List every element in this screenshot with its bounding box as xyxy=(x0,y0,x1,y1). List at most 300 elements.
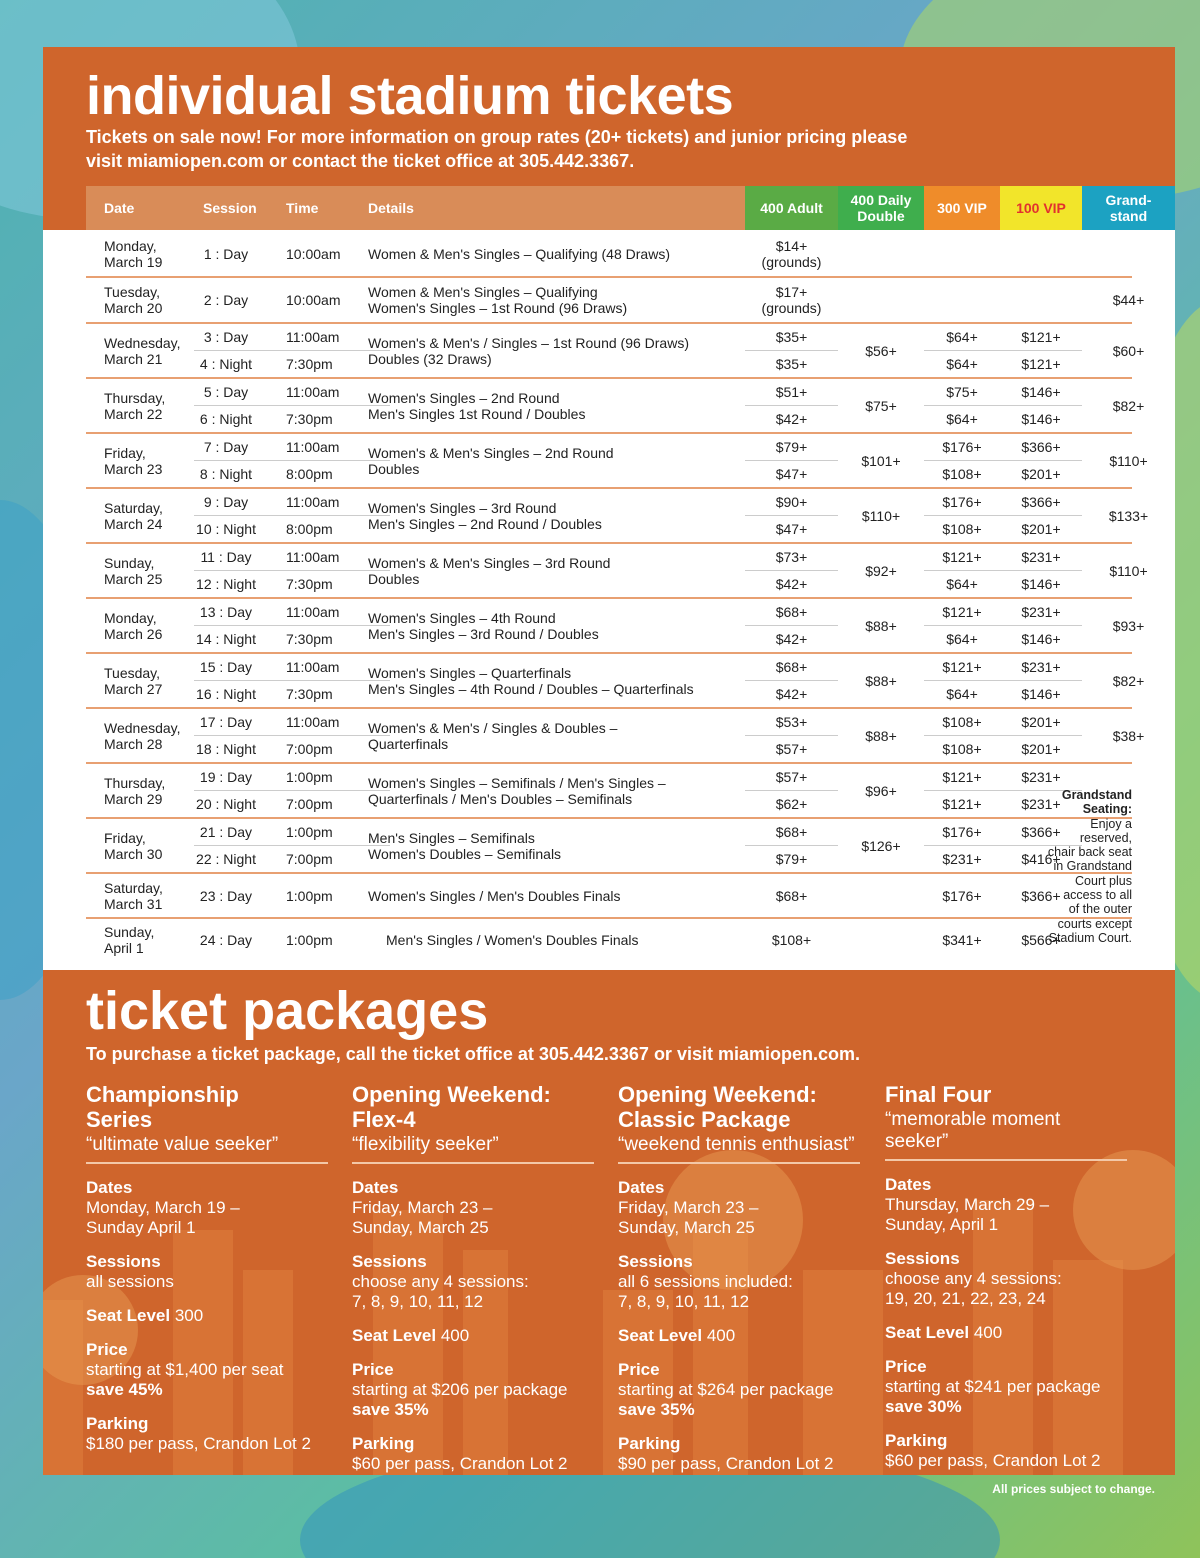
savings-value: save 35% xyxy=(352,1400,429,1419)
row-divider xyxy=(745,405,838,406)
table-row xyxy=(86,278,1145,324)
price-value: starting at $206 per package xyxy=(352,1380,568,1399)
dates-value: Thursday, March 29 – xyxy=(885,1195,1050,1214)
session: 15 : Day xyxy=(199,659,253,675)
price-100-vip: $201+ xyxy=(1021,521,1061,537)
price-400-adult: $79+ xyxy=(775,439,808,455)
price-100-vip: $201+ xyxy=(1021,714,1061,730)
table-row xyxy=(86,764,1132,819)
table-row xyxy=(86,654,1145,709)
price-400-adult: $35+ xyxy=(775,329,808,345)
row-divider xyxy=(194,790,390,791)
time: 1:00pm xyxy=(286,887,333,904)
row-divider xyxy=(194,680,390,681)
session: 13 : Day xyxy=(199,604,253,620)
row-divider xyxy=(194,625,390,626)
session: 19 : Day xyxy=(199,769,253,785)
session: 23 : Day xyxy=(199,887,253,904)
dates-value: Friday, March 23 – xyxy=(618,1198,759,1217)
details-line2: Quarterfinals xyxy=(368,735,449,752)
price-400-adult: $68+ xyxy=(775,887,808,904)
table-row xyxy=(86,544,1148,599)
price-400-daily-double: $88+ xyxy=(865,727,897,744)
sessions-label: Sessions xyxy=(618,1252,693,1271)
header-section xyxy=(43,47,1175,184)
session: 21 : Day xyxy=(199,824,253,840)
col-400-adult: 400 Adult xyxy=(745,186,838,230)
time: 1:00pm xyxy=(286,824,333,840)
details-line2: Men's Singles – 4th Round / Doubles – Quarterfinals xyxy=(368,680,694,697)
price-grandstand: $82+ xyxy=(1112,397,1145,414)
price-400-adult: $42+ xyxy=(775,686,808,702)
price-400-daily-double: $56+ xyxy=(865,342,897,359)
col-400-daily-double: 400 Daily Double xyxy=(838,186,924,230)
sessions-value: choose any 4 sessions: xyxy=(352,1272,529,1291)
session: 24 : Day xyxy=(199,932,253,948)
col-date: Date xyxy=(104,200,135,216)
price-grandstand: $38+ xyxy=(1112,727,1145,744)
dates-label: Dates xyxy=(885,1175,932,1194)
grandstand-note-line: Court plus xyxy=(1075,873,1132,888)
time: 7:00pm xyxy=(286,851,333,867)
session: 5 : Day xyxy=(203,384,249,400)
details: Women & Men's Singles – Qualifying (48 Draws) xyxy=(368,246,670,262)
package-card xyxy=(86,1082,328,1454)
page-title: individual stadium tickets xyxy=(86,66,734,126)
price-400-daily-double: $88+ xyxy=(865,617,897,634)
price-400-adult: $57+ xyxy=(775,741,808,757)
price-300-vip: $121+ xyxy=(942,796,982,812)
price-100-vip: $146+ xyxy=(1021,686,1061,702)
price-label: Price xyxy=(618,1360,660,1379)
time: 11:00am xyxy=(286,714,340,730)
details-line2: Men's Singles – 3rd Round / Doubles xyxy=(368,625,599,642)
date-line2: March 27 xyxy=(104,680,163,697)
sessions-value: all sessions xyxy=(86,1272,174,1291)
seat-level: Seat Level 400 xyxy=(352,1326,470,1345)
parking-value: $180 per pass, Crandon Lot 2 xyxy=(86,1434,311,1453)
details-line2: Doubles (32 Draws) xyxy=(368,350,492,367)
time: 7:30pm xyxy=(286,576,333,592)
price-grandstand: $93+ xyxy=(1112,617,1145,634)
row-divider xyxy=(194,350,390,351)
price-300-vip: $231+ xyxy=(942,851,982,867)
price-400-adult: $108+ xyxy=(771,932,812,948)
session: 1 : Day xyxy=(203,246,249,262)
price-100-vip: $146+ xyxy=(1021,631,1061,647)
col-session: Session xyxy=(203,200,257,216)
dates-value: Sunday April 1 xyxy=(86,1218,196,1237)
session: 12 : Night xyxy=(196,576,256,592)
price-400-adult: $42+ xyxy=(775,631,808,647)
grandstand-note-line: in Grandstand xyxy=(1053,859,1132,874)
package-card xyxy=(885,1082,1127,1471)
price-100-vip: $121+ xyxy=(1021,329,1061,345)
price-300-vip: $75+ xyxy=(946,384,978,400)
row-divider xyxy=(194,515,390,516)
price-400-daily-double: $101+ xyxy=(861,452,901,469)
row-divider xyxy=(924,680,1082,681)
packages-section xyxy=(43,970,1175,1475)
time: 7:00pm xyxy=(286,796,333,812)
sessions-value: all 6 sessions included: xyxy=(618,1272,793,1291)
savings-value: save 30% xyxy=(885,1397,962,1416)
price-400-adult: $47+ xyxy=(775,466,808,482)
savings-value: save 35% xyxy=(618,1400,695,1419)
parking-label: Parking xyxy=(618,1434,681,1453)
price-400-adult: $42+ xyxy=(775,411,808,427)
package-card xyxy=(352,1082,594,1474)
session: 2 : Day xyxy=(203,292,249,308)
row-divider xyxy=(745,625,838,626)
session: 9 : Day xyxy=(203,494,249,510)
parking-value: $60 per pass, Crandon Lot 2 xyxy=(352,1454,568,1473)
session: 22 : Night xyxy=(196,851,256,867)
time: 7:30pm xyxy=(286,411,333,427)
details-line1: Women's & Men's Singles – 2nd Round xyxy=(368,444,614,461)
time: 10:00am xyxy=(286,292,341,308)
price-300-vip: $108+ xyxy=(942,741,982,757)
table-row xyxy=(86,709,1145,764)
price-label: Price xyxy=(86,1340,128,1359)
session: 3 : Day xyxy=(203,329,249,345)
table-row xyxy=(86,916,1132,961)
grandstand-note-line: Stadium Court. xyxy=(1048,930,1132,945)
packages-subtitle: To purchase a ticket package, call the ticket office at 305.442.3367 or visit miamiopen.com. xyxy=(86,1044,860,1064)
price-100-vip: $201+ xyxy=(1021,741,1061,757)
time: 8:00pm xyxy=(286,466,333,482)
price-400-adult: $53+ xyxy=(775,714,808,730)
details-line1: Women's & Men's / Singles & Doubles – xyxy=(368,719,618,736)
row-divider xyxy=(924,570,1082,571)
price-400-adult: $90+ xyxy=(775,494,808,510)
row-divider xyxy=(194,845,390,846)
row-divider xyxy=(924,735,1082,736)
price-300-vip: $64+ xyxy=(946,329,978,345)
dates-label: Dates xyxy=(618,1178,665,1197)
price-value: starting at $264 per package xyxy=(618,1380,834,1399)
parking-label: Parking xyxy=(885,1431,948,1450)
price-300-vip: $121+ xyxy=(942,769,982,785)
price-100-vip: $566+ xyxy=(1021,932,1061,948)
details-line1: Women's & Men's Singles – 3rd Round xyxy=(368,554,611,571)
price-400-adult: $79+ xyxy=(775,851,808,867)
grandstand-note: Grandstand Seating: Enjoy a reserved, chair back seat in Grandstand Court plus access to all of the outer courts except Stadium Court. xyxy=(1033,788,1132,945)
grandstand-note-line: courts except xyxy=(1057,916,1132,931)
price-400-adult: $57+ xyxy=(775,769,808,785)
col-time: Time xyxy=(286,200,319,216)
price-100-vip: $201+ xyxy=(1021,466,1061,482)
price-100-vip: $366+ xyxy=(1021,494,1061,510)
dates-value: Friday, March 23 – xyxy=(352,1198,493,1217)
time: 7:30pm xyxy=(286,631,333,647)
row-divider xyxy=(194,460,390,461)
price-400-adult: $68+ xyxy=(775,604,808,620)
col-details: Details xyxy=(368,200,414,216)
price-300-vip: $108+ xyxy=(942,466,982,482)
parking-value: $60 per pass, Crandon Lot 2 xyxy=(885,1451,1101,1470)
price-300-vip: $121+ xyxy=(942,604,982,620)
details-line1: Women's Singles – 3rd Round xyxy=(368,499,557,516)
price-100-vip: $231+ xyxy=(1021,549,1061,565)
time: 1:00pm xyxy=(286,769,333,785)
date-line2: March 21 xyxy=(104,350,163,367)
date-line2: March 19 xyxy=(104,254,163,270)
price-100-vip: $366+ xyxy=(1021,439,1061,455)
details-line2: Doubles xyxy=(368,570,420,587)
price-300-vip: $176+ xyxy=(942,439,982,455)
time: 7:30pm xyxy=(286,356,333,372)
table-row xyxy=(86,434,1148,489)
price-100-vip: $231+ xyxy=(1021,769,1061,785)
grandstand-note-line: access to all xyxy=(1063,888,1132,903)
grandstand-note-line: chair back seat xyxy=(1047,845,1132,860)
time: 11:00am xyxy=(286,329,340,345)
session: 4 : Night xyxy=(199,356,253,372)
session: 10 : Night xyxy=(196,521,256,537)
price-400-adult: (grounds) xyxy=(761,254,822,270)
table-header xyxy=(86,186,1152,230)
time: 7:30pm xyxy=(286,686,333,702)
price-300-vip: $121+ xyxy=(942,549,982,565)
details-line1: Women's Singles – 2nd Round xyxy=(368,389,560,406)
grandstand-note-line: reserved, xyxy=(1079,830,1132,845)
session: 16 : Night xyxy=(196,686,256,702)
price-400-adult: $47+ xyxy=(775,521,808,537)
packages-title: ticket packages xyxy=(86,981,489,1041)
price-300-vip: $64+ xyxy=(946,356,978,372)
table-row xyxy=(86,324,1145,379)
package-tagline: “memorable moment seeker” xyxy=(885,1109,1127,1161)
price-400-daily-double: $110+ xyxy=(861,507,901,524)
row-divider xyxy=(745,570,838,571)
date-line1: Sunday, xyxy=(104,554,155,571)
price-400-adult: $68+ xyxy=(775,659,808,675)
row-divider xyxy=(194,405,390,406)
table-row xyxy=(86,379,1145,434)
date-line2: March 26 xyxy=(104,625,163,642)
details-line1: Women & Men's Singles – Qualifying xyxy=(368,284,598,300)
time: 11:00am xyxy=(286,549,340,565)
time: 7:00pm xyxy=(286,741,333,757)
details-line2: Women's Doubles – Semifinals xyxy=(368,845,562,862)
session: 18 : Night xyxy=(196,741,256,757)
price-grandstand: $44+ xyxy=(1112,292,1145,308)
price-400-daily-double: $75+ xyxy=(865,397,897,414)
price-400-adult: $73+ xyxy=(775,549,808,565)
parking-label: Parking xyxy=(86,1414,149,1433)
price-grandstand: $110+ xyxy=(1109,452,1148,469)
dates-value: Monday, March 19 – xyxy=(86,1198,240,1217)
details-line1: Women's Singles – Semifinals / Men's Singles – xyxy=(368,774,666,791)
session: 7 : Day xyxy=(203,439,249,455)
sessions-label: Sessions xyxy=(86,1252,161,1271)
row-divider xyxy=(745,680,838,681)
price-300-vip: $64+ xyxy=(946,686,978,702)
price-grandstand: $110+ xyxy=(1109,562,1148,579)
date-line2: March 24 xyxy=(104,515,163,532)
row-divider xyxy=(924,515,1082,516)
package-tagline: “ultimate value seeker” xyxy=(86,1134,328,1164)
col-100-vip: 100 VIP xyxy=(1000,186,1082,230)
date-line1: Friday, xyxy=(104,829,146,846)
session: 17 : Day xyxy=(199,714,253,730)
price-100-vip: $231+ xyxy=(1021,604,1061,620)
date-line1: Thursday, xyxy=(104,389,166,406)
price-300-vip: $341+ xyxy=(942,932,982,948)
row-divider xyxy=(745,735,838,736)
date-line2: April 1 xyxy=(104,940,144,956)
price-400-daily-double: $92+ xyxy=(865,562,897,579)
price-100-vip: $146+ xyxy=(1021,411,1061,427)
details: Women's Singles / Men's Doubles Finals xyxy=(368,887,621,904)
row-divider xyxy=(924,405,1082,406)
sessions-label: Sessions xyxy=(885,1249,960,1268)
dates-label: Dates xyxy=(352,1178,399,1197)
row-divider xyxy=(924,350,1082,351)
time: 11:00am xyxy=(286,494,340,510)
price-label: Price xyxy=(352,1360,394,1379)
table-row xyxy=(86,232,1132,278)
price-300-vip: $64+ xyxy=(946,576,978,592)
date-line2: March 20 xyxy=(104,300,163,316)
price-300-vip: $64+ xyxy=(946,411,978,427)
time: 11:00am xyxy=(286,439,340,455)
date-line1: Monday, xyxy=(104,609,157,626)
parking-value: $90 per pass, Crandon Lot 2 xyxy=(618,1454,834,1473)
price-300-vip: $176+ xyxy=(942,824,982,840)
row-divider xyxy=(745,350,838,351)
price-400-daily-double: $88+ xyxy=(865,672,897,689)
price-label: Price xyxy=(885,1357,927,1376)
date-line2: March 25 xyxy=(104,570,163,587)
grandstand-note-line: Enjoy a xyxy=(1090,816,1132,831)
date-line1: Thursday, xyxy=(104,774,166,791)
row-divider xyxy=(745,790,838,791)
session: 20 : Night xyxy=(196,796,256,812)
sessions-value: choose any 4 sessions: xyxy=(885,1269,1062,1288)
details-line1: Women's Singles – Quarterfinals xyxy=(368,664,572,681)
date-line1: Wednesday, xyxy=(104,334,181,351)
price-300-vip: $176+ xyxy=(942,887,982,904)
price-400-adult: $14+ xyxy=(775,238,808,254)
price-100-vip: $146+ xyxy=(1021,384,1061,400)
dates-value: Sunday, March 25 xyxy=(618,1218,755,1237)
package-name: Final Four xyxy=(885,1082,992,1107)
row-divider xyxy=(924,625,1082,626)
sessions-value: 7, 8, 9, 10, 11, 12 xyxy=(352,1292,484,1311)
date-line2: March 29 xyxy=(104,790,163,807)
details-line1: Women's Singles – 4th Round xyxy=(368,609,556,626)
time: 1:00pm xyxy=(286,932,333,948)
package-name: Opening Weekend: Flex-4 xyxy=(352,1082,551,1132)
date-line1: Saturday, xyxy=(104,499,163,516)
seat-level: Seat Level 300 xyxy=(86,1306,204,1325)
col-grandstand: Grand- stand xyxy=(1082,186,1175,230)
details-line2: Quarterfinals / Men's Doubles – Semifinals xyxy=(368,790,633,807)
time: 11:00am xyxy=(286,659,340,675)
price-300-vip: $108+ xyxy=(942,521,982,537)
details-line1: Women's & Men's / Singles – 1st Round (96 Draws) xyxy=(368,334,689,351)
session: 8 : Night xyxy=(199,466,253,482)
date-line2: March 30 xyxy=(104,845,163,862)
row-divider xyxy=(194,735,390,736)
price-400-adult: $62+ xyxy=(775,796,808,812)
session: 11 : Day xyxy=(200,549,252,565)
details-line2: Women's Singles – 1st Round (96 Draws) xyxy=(368,300,628,316)
sessions-value: 19, 20, 21, 22, 23, 24 xyxy=(885,1289,1046,1308)
date-line1: Tuesday, xyxy=(104,664,161,681)
price-400-daily-double: $126+ xyxy=(861,837,901,854)
price-400-adult: (grounds) xyxy=(761,300,822,316)
price-100-vip: $366+ xyxy=(1021,824,1061,840)
table-row xyxy=(86,489,1149,544)
prices-footnote: All prices subject to change. xyxy=(992,1482,1155,1496)
row-divider xyxy=(194,570,390,571)
dates-value: Sunday, March 25 xyxy=(352,1218,489,1237)
date-line1: Friday, xyxy=(104,444,146,461)
price-300-vip: $121+ xyxy=(942,659,982,675)
details-line2: Men's Singles – 2nd Round / Doubles xyxy=(368,515,602,532)
time: 11:00am xyxy=(286,604,340,620)
details: Men's Singles / Women's Doubles Finals xyxy=(386,932,639,948)
package-name: Championship Series xyxy=(86,1082,239,1132)
price-100-vip: $146+ xyxy=(1021,576,1061,592)
seat-level: Seat Level 400 xyxy=(618,1326,736,1345)
grandstand-note-line: of the outer xyxy=(1068,902,1132,917)
date-line2: March 23 xyxy=(104,460,163,477)
price-400-daily-double: $96+ xyxy=(865,782,897,799)
price-400-adult: $42+ xyxy=(775,576,808,592)
price-300-vip: $176+ xyxy=(942,494,982,510)
package-tagline: “flexibility seeker” xyxy=(352,1134,594,1164)
price-400-adult: $68+ xyxy=(775,824,808,840)
time: 8:00pm xyxy=(286,521,333,537)
package-name: Opening Weekend: Classic Package xyxy=(618,1082,817,1132)
price-grandstand: $133+ xyxy=(1108,507,1149,524)
page-subtitle: Tickets on sale now! For more information on group rates (20+ tickets) and junior pricing please visit miamiopen.com or contact the ticket office at 305.442.3367. xyxy=(86,127,908,171)
price-grandstand: $82+ xyxy=(1112,672,1145,689)
price-value: starting at $1,400 per seat xyxy=(86,1360,284,1379)
row-divider xyxy=(745,845,838,846)
price-400-adult: $35+ xyxy=(775,356,808,372)
price-100-vip: $366+ xyxy=(1021,887,1061,904)
sessions-label: Sessions xyxy=(352,1252,427,1271)
package-card xyxy=(618,1082,860,1474)
price-400-adult: $51+ xyxy=(775,384,808,400)
date-line1: Tuesday, xyxy=(104,284,161,300)
time: 11:00am xyxy=(286,384,340,400)
details-line1: Men's Singles – Semifinals xyxy=(368,829,535,846)
row-divider xyxy=(745,460,838,461)
sessions-value: 7, 8, 9, 10, 11, 12 xyxy=(618,1292,750,1311)
date-line2: March 22 xyxy=(104,405,163,422)
details-line2: Doubles xyxy=(368,460,420,477)
date-line1: Wednesday, xyxy=(104,719,181,736)
session: 6 : Night xyxy=(199,411,253,427)
col-300-vip: 300 VIP xyxy=(924,186,1000,230)
seat-level: Seat Level 400 xyxy=(885,1323,1003,1342)
details-line2: Men's Singles 1st Round / Doubles xyxy=(368,405,586,422)
price-value: starting at $241 per package xyxy=(885,1377,1101,1396)
date-line1: Sunday, xyxy=(104,924,155,940)
package-tagline: “weekend tennis enthusiast” xyxy=(618,1134,860,1164)
table-row xyxy=(86,874,1132,919)
price-100-vip: $231+ xyxy=(1021,796,1061,812)
row-divider xyxy=(924,460,1082,461)
price-100-vip: $231+ xyxy=(1021,659,1061,675)
date-line2: March 28 xyxy=(104,735,163,752)
